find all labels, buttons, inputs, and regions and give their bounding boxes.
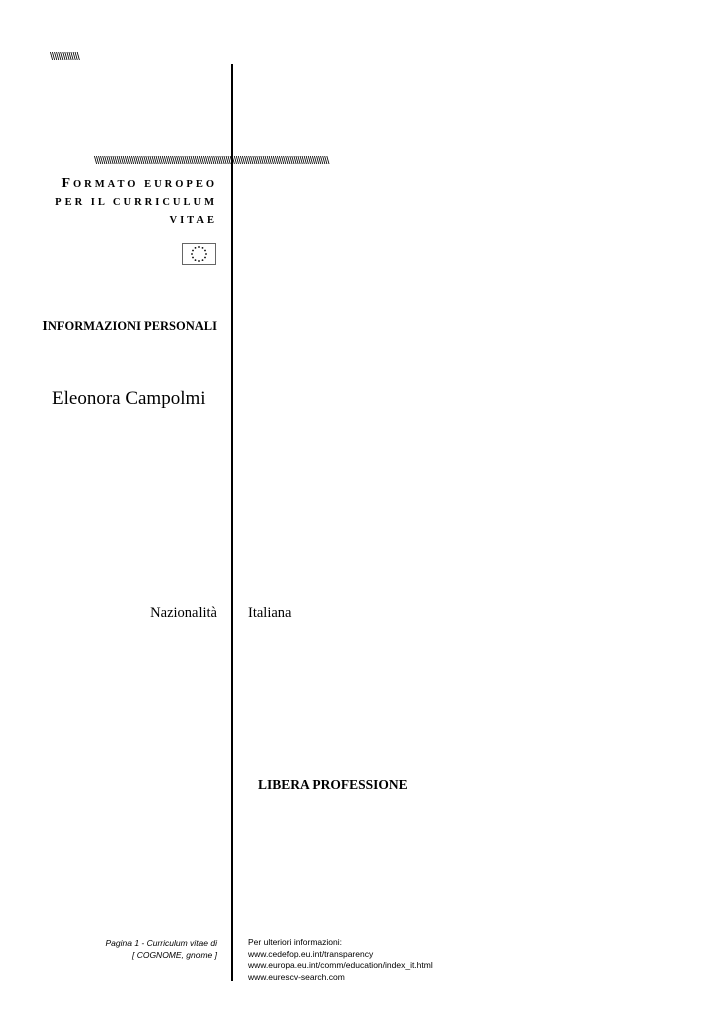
footer-page-line-1: Pagina 1 - Curriculum vitae di — [105, 938, 217, 948]
title-line-3: VITAE — [169, 215, 217, 226]
cv-format-title — [55, 175, 217, 230]
footer-page-info — [106, 937, 218, 961]
title-line-1: FORMATO EUROPEO — [61, 176, 217, 191]
decorative-slashes-top: \\\\\\\\\\\\\\ — [50, 51, 79, 63]
title-line-2: PER IL CURRICULUM — [55, 197, 217, 208]
eu-flag-icon — [182, 243, 216, 265]
footer-link-eurescv[interactable]: www.eurescv-search.com — [248, 971, 345, 982]
nationality-value: Italiana — [248, 605, 292, 621]
section-heading-personal-info: INFORMAZIONI PERSONALI — [42, 319, 217, 334]
work-heading: LIBERA PROFESSIONE — [258, 777, 408, 792]
nationality-label: Nazionalità — [150, 605, 217, 621]
footer-info-label: Per ulteriori informazioni: — [248, 937, 343, 947]
person-name: Eleonora Campolmi — [52, 388, 206, 409]
footer-page-line-2: [ COGNOME, gnome ] — [131, 950, 217, 960]
footer-link-cedefop[interactable]: www.cedefop.eu.int/transparency — [248, 948, 374, 959]
footer-link-europa[interactable]: www.europa.eu.int/comm/education/index_it.html — [248, 960, 433, 970]
column-divider — [231, 64, 233, 981]
footer-links — [248, 937, 433, 983]
decorative-slashes-middle: \\\\\\\\\\\\\\\\\\\\\\\\\\\\\\\\\\\\\\\\\\\\\\\\\\\\\\\\\\\\\\\\\\\\\\\\\\\\\\\\\\\\\\\\\\\\\\\\\\\\\\\\\\\\\\\\\\ — [94, 155, 329, 167]
